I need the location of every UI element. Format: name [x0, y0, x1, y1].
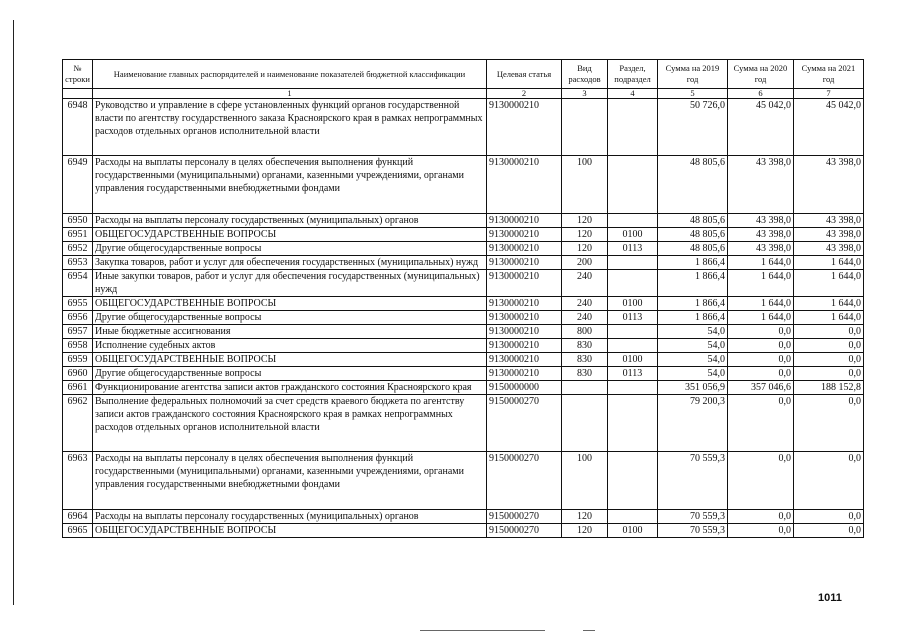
row-amount-2020: 1 644,0	[728, 297, 794, 311]
row-amount-2020: 0,0	[728, 325, 794, 339]
row-section: 0113	[608, 367, 658, 381]
row-section: 0113	[608, 311, 658, 325]
row-target-article: 9130000210	[487, 242, 562, 256]
row-target-article: 9130000210	[487, 339, 562, 353]
row-section: 0113	[608, 242, 658, 256]
row-name: Исполнение судебных актов	[93, 339, 487, 353]
row-name: Расходы на выплаты персоналу государственных (муниципальных) органов	[93, 214, 487, 228]
row-name: Иные бюджетные ассигнования	[93, 325, 487, 339]
row-target-article: 9150000270	[487, 524, 562, 538]
row-amount-2020: 0,0	[728, 452, 794, 510]
table-row	[63, 270, 864, 297]
row-amount-2021: 1 644,0	[794, 270, 864, 297]
row-section	[608, 325, 658, 339]
header-name: Наименование главных распорядителей и наименование показателей бюджетной классификации	[93, 60, 487, 89]
column-number: 6	[728, 89, 794, 99]
row-target-article: 9130000210	[487, 367, 562, 381]
column-number-row	[63, 89, 864, 99]
row-expense-type	[562, 381, 608, 395]
header-expense-type: Вид расходов	[562, 60, 608, 89]
row-amount-2019: 79 200,3	[658, 395, 728, 452]
row-number: 6965	[63, 524, 93, 538]
table-body	[63, 99, 864, 538]
row-amount-2021: 43 398,0	[794, 156, 864, 214]
row-name: Расходы на выплаты персоналу в целях обеспечения выполнения функций государственными (муниципальными) органами, казенными учреждениями, органами управления государственными внебюджетными фондами	[93, 156, 487, 214]
row-amount-2019: 54,0	[658, 353, 728, 367]
row-name: Расходы на выплаты персоналу в целях обеспечения выполнения функций государственными (муниципальными) органами, казенными учреждениями, органами управления государственными внебюджетными фондами	[93, 452, 487, 510]
row-section	[608, 381, 658, 395]
row-number: 6956	[63, 311, 93, 325]
row-amount-2021: 0,0	[794, 325, 864, 339]
row-expense-type: 830	[562, 353, 608, 367]
row-section	[608, 214, 658, 228]
table-row	[63, 510, 864, 524]
row-target-article: 9130000210	[487, 214, 562, 228]
row-target-article: 9150000000	[487, 381, 562, 395]
table-row	[63, 381, 864, 395]
left-margin-line	[13, 20, 14, 605]
table-row	[63, 156, 864, 214]
header-amount-2019: Сумма на 2019 год	[658, 60, 728, 89]
row-target-article: 9130000210	[487, 353, 562, 367]
row-section	[608, 510, 658, 524]
row-target-article: 9150000270	[487, 452, 562, 510]
row-amount-2020: 1 644,0	[728, 311, 794, 325]
row-amount-2021: 45 042,0	[794, 99, 864, 156]
row-amount-2020: 0,0	[728, 339, 794, 353]
row-target-article: 9130000210	[487, 99, 562, 156]
row-name: ОБЩЕГОСУДАРСТВЕННЫЕ ВОПРОСЫ	[93, 353, 487, 367]
header-section: Раздел, подраздел	[608, 60, 658, 89]
row-expense-type	[562, 395, 608, 452]
table-row	[63, 353, 864, 367]
row-number: 6951	[63, 228, 93, 242]
row-name: Руководство и управление в сфере установленных функций органов государственной власти по агентству государственного заказа Красноярского края в рамках непрограммных расходов отдельных органов исполнительной власти	[93, 99, 487, 156]
row-section: 0100	[608, 297, 658, 311]
row-amount-2019: 1 866,4	[658, 311, 728, 325]
row-amount-2021: 0,0	[794, 524, 864, 538]
column-number: 2	[487, 89, 562, 99]
row-expense-type: 800	[562, 325, 608, 339]
row-target-article: 9130000210	[487, 228, 562, 242]
header-amount-2021: Сумма на 2021 год	[794, 60, 864, 89]
row-amount-2021: 188 152,8	[794, 381, 864, 395]
row-amount-2019: 1 866,4	[658, 270, 728, 297]
row-section: 0100	[608, 353, 658, 367]
row-amount-2020: 357 046,6	[728, 381, 794, 395]
header-row-number: № строки	[63, 60, 93, 89]
row-name: Иные закупки товаров, работ и услуг для обеспечения государственных (муниципальных) нужд	[93, 270, 487, 297]
bottom-rule	[583, 630, 595, 631]
row-amount-2019: 1 866,4	[658, 256, 728, 270]
column-number: 4	[608, 89, 658, 99]
row-number: 6953	[63, 256, 93, 270]
row-expense-type: 120	[562, 242, 608, 256]
row-expense-type: 120	[562, 214, 608, 228]
row-amount-2020: 43 398,0	[728, 228, 794, 242]
row-section: 0100	[608, 228, 658, 242]
row-amount-2021: 0,0	[794, 367, 864, 381]
row-amount-2019: 48 805,6	[658, 214, 728, 228]
header-target-article: Целевая статья	[487, 60, 562, 89]
row-number: 6962	[63, 395, 93, 452]
row-amount-2021: 1 644,0	[794, 311, 864, 325]
table-row	[63, 524, 864, 538]
budget-sheet	[62, 59, 863, 538]
column-number: 5	[658, 89, 728, 99]
row-amount-2019: 70 559,3	[658, 524, 728, 538]
row-expense-type: 200	[562, 256, 608, 270]
row-expense-type: 120	[562, 510, 608, 524]
row-amount-2021: 0,0	[794, 395, 864, 452]
row-amount-2020: 45 042,0	[728, 99, 794, 156]
row-amount-2019: 54,0	[658, 325, 728, 339]
row-amount-2021: 0,0	[794, 510, 864, 524]
row-amount-2021: 43 398,0	[794, 214, 864, 228]
table-header	[63, 60, 864, 99]
row-number: 6952	[63, 242, 93, 256]
row-expense-type: 240	[562, 270, 608, 297]
row-amount-2020: 0,0	[728, 353, 794, 367]
row-section	[608, 270, 658, 297]
header-amount-2020: Сумма на 2020 год	[728, 60, 794, 89]
row-section	[608, 256, 658, 270]
row-expense-type: 830	[562, 367, 608, 381]
row-number: 6950	[63, 214, 93, 228]
column-number: 1	[93, 89, 487, 99]
row-name: ОБЩЕГОСУДАРСТВЕННЫЕ ВОПРОСЫ	[93, 297, 487, 311]
row-number: 6955	[63, 297, 93, 311]
bottom-rule	[420, 630, 545, 631]
column-number: 3	[562, 89, 608, 99]
row-number: 6961	[63, 381, 93, 395]
row-name: Выполнение федеральных полномочий за счет средств краевого бюджета по агентству записи актов гражданского состояния Красноярского края в рамках непрограммных расходов отдельных органов исполнительной власти	[93, 395, 487, 452]
row-amount-2020: 0,0	[728, 367, 794, 381]
row-name: Другие общегосударственные вопросы	[93, 311, 487, 325]
row-amount-2021: 1 644,0	[794, 256, 864, 270]
row-name: ОБЩЕГОСУДАРСТВЕННЫЕ ВОПРОСЫ	[93, 228, 487, 242]
row-target-article: 9130000210	[487, 311, 562, 325]
row-amount-2019: 54,0	[658, 339, 728, 353]
row-amount-2019: 48 805,6	[658, 228, 728, 242]
row-expense-type: 240	[562, 311, 608, 325]
row-number: 6957	[63, 325, 93, 339]
row-amount-2020: 0,0	[728, 510, 794, 524]
row-target-article: 9130000210	[487, 297, 562, 311]
table-row	[63, 297, 864, 311]
row-section: 0100	[608, 524, 658, 538]
table-row	[63, 395, 864, 452]
row-target-article: 9130000210	[487, 325, 562, 339]
row-amount-2019: 50 726,0	[658, 99, 728, 156]
budget-table	[62, 59, 864, 538]
table-row	[63, 228, 864, 242]
row-target-article: 9150000270	[487, 510, 562, 524]
row-name: ОБЩЕГОСУДАРСТВЕННЫЕ ВОПРОСЫ	[93, 524, 487, 538]
row-amount-2021: 0,0	[794, 452, 864, 510]
table-row	[63, 99, 864, 156]
row-number: 6958	[63, 339, 93, 353]
row-expense-type	[562, 99, 608, 156]
row-amount-2019: 70 559,3	[658, 510, 728, 524]
row-section	[608, 452, 658, 510]
row-expense-type: 100	[562, 452, 608, 510]
row-amount-2019: 48 805,6	[658, 156, 728, 214]
row-amount-2020: 43 398,0	[728, 156, 794, 214]
row-amount-2021: 1 644,0	[794, 297, 864, 311]
row-section	[608, 395, 658, 452]
row-expense-type: 120	[562, 524, 608, 538]
column-number	[63, 89, 93, 99]
table-row	[63, 367, 864, 381]
row-expense-type: 240	[562, 297, 608, 311]
row-expense-type: 100	[562, 156, 608, 214]
row-section	[608, 339, 658, 353]
page-number: 1011	[818, 592, 842, 604]
row-expense-type: 120	[562, 228, 608, 242]
row-amount-2019: 351 056,9	[658, 381, 728, 395]
row-target-article: 9150000270	[487, 395, 562, 452]
row-section	[608, 156, 658, 214]
table-row	[63, 325, 864, 339]
row-section	[608, 99, 658, 156]
row-number: 6963	[63, 452, 93, 510]
row-amount-2020: 43 398,0	[728, 242, 794, 256]
table-row	[63, 256, 864, 270]
row-amount-2020: 43 398,0	[728, 214, 794, 228]
table-row	[63, 242, 864, 256]
row-amount-2019: 48 805,6	[658, 242, 728, 256]
table-row	[63, 339, 864, 353]
row-number: 6948	[63, 99, 93, 156]
row-amount-2021: 43 398,0	[794, 242, 864, 256]
row-amount-2021: 0,0	[794, 353, 864, 367]
column-number: 7	[794, 89, 864, 99]
row-name: Другие общегосударственные вопросы	[93, 242, 487, 256]
row-amount-2019: 70 559,3	[658, 452, 728, 510]
row-amount-2020: 0,0	[728, 395, 794, 452]
row-name: Расходы на выплаты персоналу государственных (муниципальных) органов	[93, 510, 487, 524]
row-number: 6954	[63, 270, 93, 297]
row-amount-2021: 43 398,0	[794, 228, 864, 242]
row-amount-2019: 1 866,4	[658, 297, 728, 311]
row-target-article: 9130000210	[487, 256, 562, 270]
row-amount-2019: 54,0	[658, 367, 728, 381]
row-name: Закупка товаров, работ и услуг для обеспечения государственных (муниципальных) нужд	[93, 256, 487, 270]
table-row	[63, 452, 864, 510]
row-expense-type: 830	[562, 339, 608, 353]
row-number: 6960	[63, 367, 93, 381]
row-number: 6964	[63, 510, 93, 524]
row-target-article: 9130000210	[487, 270, 562, 297]
row-amount-2021: 0,0	[794, 339, 864, 353]
row-target-article: 9130000210	[487, 156, 562, 214]
table-row	[63, 214, 864, 228]
row-amount-2020: 0,0	[728, 524, 794, 538]
row-name: Функционирование агентства записи актов гражданского состояния Красноярского края	[93, 381, 487, 395]
row-number: 6959	[63, 353, 93, 367]
row-amount-2020: 1 644,0	[728, 256, 794, 270]
row-amount-2020: 1 644,0	[728, 270, 794, 297]
row-name: Другие общегосударственные вопросы	[93, 367, 487, 381]
row-number: 6949	[63, 156, 93, 214]
table-row	[63, 311, 864, 325]
